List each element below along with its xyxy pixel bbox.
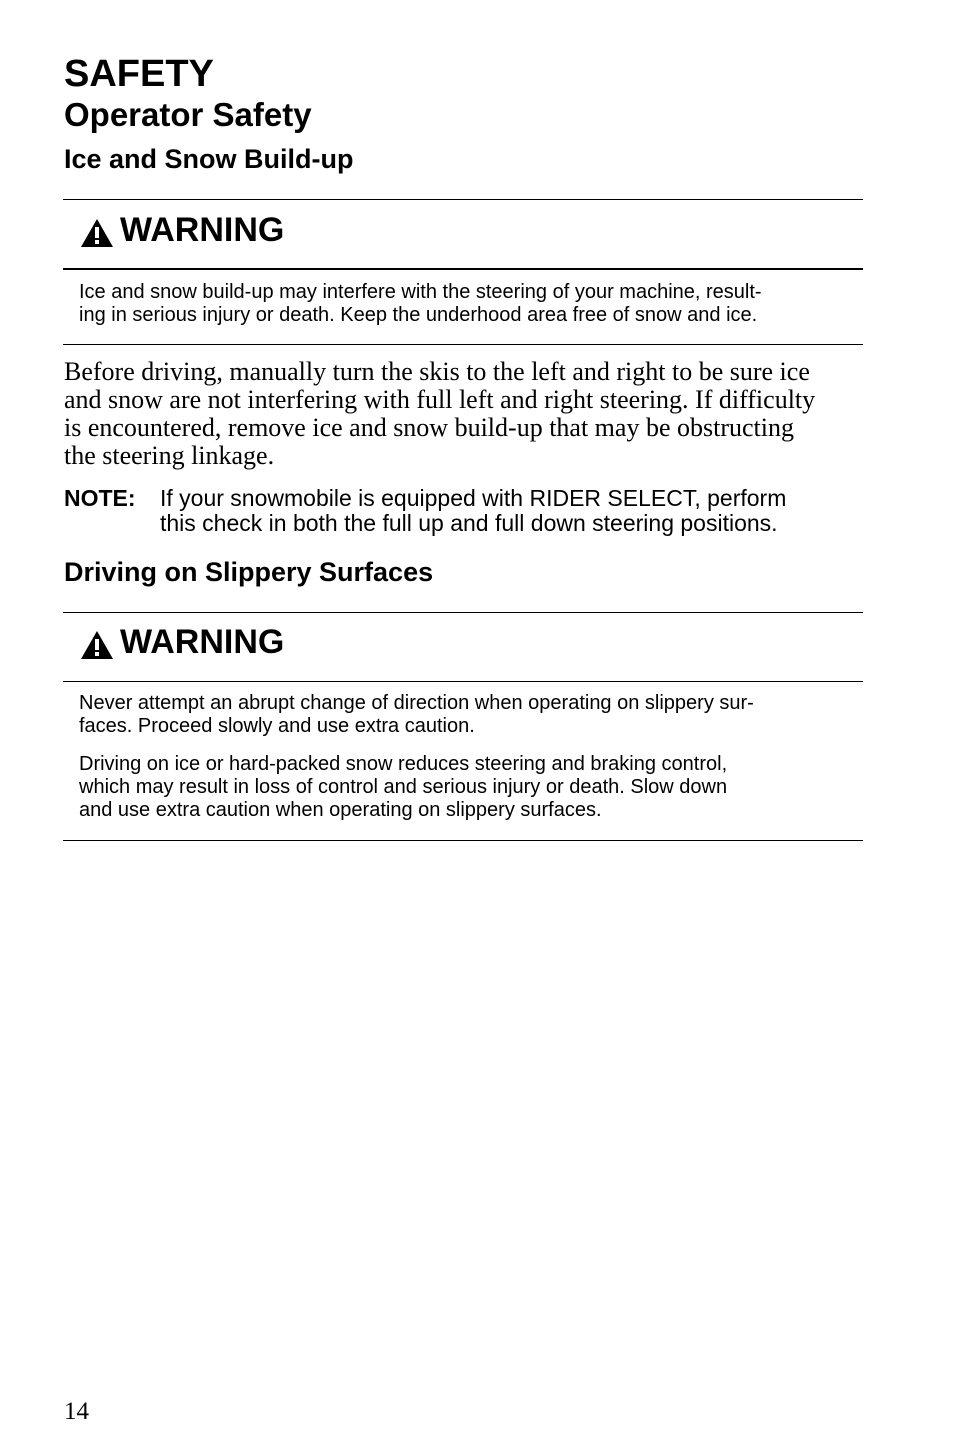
warning-triangle-icon: [80, 218, 114, 248]
heading-slippery: Driving on Slippery Surfaces: [64, 557, 434, 587]
warning-header-rule: [63, 681, 863, 682]
warning-line: faces. Proceed slowly and use extra caution.: [79, 715, 475, 737]
warning-line: and use extra caution when operating on slippery surfaces.: [79, 799, 602, 821]
warning-label: WARNING: [120, 623, 285, 661]
note-line: this check in both the full up and full down steering positions.: [160, 510, 778, 536]
warning-label: WARNING: [120, 211, 285, 249]
body-line: is encountered, remove ice and snow build-up that may be obstructing: [64, 413, 794, 442]
warning-line: ing in serious injury or death. Keep the underhood area free of snow and ice.: [79, 304, 758, 326]
warning-header-rule: [63, 268, 863, 270]
warning-header-ice: [80, 208, 284, 252]
section-title: SAFETY: [64, 53, 214, 95]
warning-header-slippery: [80, 620, 284, 664]
page-number: 14: [64, 1398, 89, 1425]
warning-line: Never attempt an abrupt change of direction when operating on slippery sur-: [79, 692, 754, 714]
note-line: If your snowmobile is equipped with RIDER SELECT, perform: [160, 485, 787, 511]
warning-text-slippery-1: [79, 692, 859, 738]
warning-triangle-icon: [80, 630, 114, 660]
warning-bottom-rule: [63, 840, 863, 841]
warning-top-rule: [63, 199, 863, 200]
warning-line: Driving on ice or hard-packed snow reduces steering and braking control,: [79, 753, 728, 775]
note-label: NOTE:: [64, 485, 136, 511]
body-line: the steering linkage.: [64, 441, 275, 470]
body-line: Before driving, manually turn the skis to the left and right to be sure ice: [64, 357, 810, 386]
body-paragraph: [64, 358, 864, 470]
warning-bottom-rule: [63, 344, 863, 345]
heading-ice-snow: Ice and Snow Build-up: [64, 144, 354, 174]
subsection-title: Operator Safety: [64, 96, 312, 133]
warning-text-slippery-2: [79, 753, 859, 822]
warning-line: which may result in loss of control and serious injury or death. Slow down: [79, 776, 728, 798]
warning-top-rule: [63, 612, 863, 613]
warning-line: Ice and snow build-up may interfere with the steering of your machine, result-: [79, 281, 762, 303]
body-line: and snow are not interfering with full left and right steering. If difficulty: [64, 385, 816, 414]
note-text: [160, 486, 860, 536]
warning-text-ice: [79, 281, 859, 327]
